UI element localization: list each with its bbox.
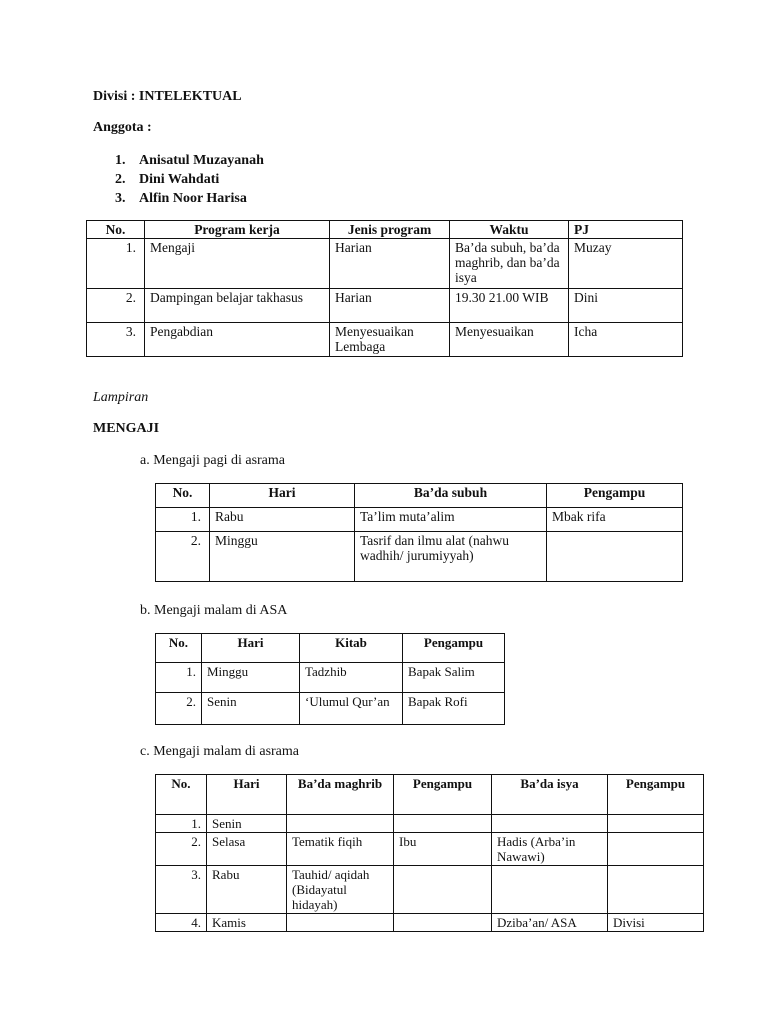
table-row (156, 508, 683, 532)
table-cell (492, 815, 608, 833)
table-cell (547, 532, 683, 582)
section-b-title: b. Mengaji malam di ASA (140, 603, 288, 618)
list-item: 3. Alfin Noor Harisa (115, 191, 247, 206)
table-cell: Icha (569, 323, 683, 357)
header-cell: Hari (207, 775, 287, 815)
table-cell: 2. (156, 532, 210, 582)
header-cell: No. (156, 634, 202, 663)
table-cell (608, 866, 704, 914)
table-cell: Tauhid/ aqidah (Bidayatul hidayah) (287, 866, 394, 914)
header-cell: Jenis program (330, 221, 450, 239)
anggota-label: Anggota : (93, 120, 152, 135)
table-cell: Dziba’an/ ASA (492, 914, 608, 932)
table-cell: Tadzhib (300, 663, 403, 693)
table-cell: 1. (156, 508, 210, 532)
table-cell: Minggu (202, 663, 300, 693)
table-cell: ‘Ulumul Qur’an (300, 693, 403, 725)
table-cell: 4. (156, 914, 207, 932)
table-row (156, 815, 704, 833)
section-a-title: a. Mengaji pagi di asrama (140, 453, 286, 468)
table-cell: Senin (202, 693, 300, 725)
table-cell: Dini (569, 289, 683, 323)
list-item: 1. Anisatul Muzayanah (115, 153, 264, 168)
header-cell: No. (87, 221, 145, 239)
table-cell (608, 815, 704, 833)
table-cell: 2. (87, 289, 145, 323)
table-row (156, 914, 704, 932)
table-cell: Divisi (608, 914, 704, 932)
section-c-title: c. Mengaji malam di asrama (140, 744, 299, 759)
mengaji-asrama-table (155, 774, 704, 932)
table-header-row (156, 484, 683, 508)
table-cell: Tasrif dan ilmu alat (nahwu wadhih/ jurumiyyah) (355, 532, 547, 582)
table-cell: 3. (156, 866, 207, 914)
table-cell: Minggu (210, 532, 355, 582)
table-cell (287, 815, 394, 833)
table-row (87, 289, 683, 323)
header-cell: Waktu (450, 221, 569, 239)
table-cell: Kamis (207, 914, 287, 932)
table-cell (492, 866, 608, 914)
table-cell: Bapak Salim (403, 663, 505, 693)
list-item: 2. Dini Wahdati (115, 172, 220, 187)
header-cell: Pengampu (403, 634, 505, 663)
table-cell: Hadis (Arba’in Nawawi) (492, 833, 608, 866)
table-cell: 19.30 21.00 WIB (450, 289, 569, 323)
table-cell: Harian (330, 289, 450, 323)
table-cell: Harian (330, 239, 450, 289)
header-cell: Hari (202, 634, 300, 663)
table-cell: 2. (156, 693, 202, 725)
table-cell: Mbak rifa (547, 508, 683, 532)
table-cell: Ibu (394, 833, 492, 866)
table-cell: Dampingan belajar takhasus (145, 289, 330, 323)
table-cell: Pengabdian (145, 323, 330, 357)
header-cell: Pengampu (394, 775, 492, 815)
mengaji-pagi-table (155, 483, 683, 582)
header-cell: PJ (569, 221, 683, 239)
header-cell: Pengampu (608, 775, 704, 815)
table-cell: Senin (207, 815, 287, 833)
table-cell (394, 914, 492, 932)
mengaji-heading: MENGAJI (93, 421, 160, 436)
lampiran-label: Lampiran (93, 390, 149, 405)
header-cell: No. (156, 775, 207, 815)
table-cell: Menyesuaikan Lembaga (330, 323, 450, 357)
table-cell: Rabu (210, 508, 355, 532)
table-cell: 1. (156, 815, 207, 833)
table-cell: 1. (156, 663, 202, 693)
table-cell: Ba’da subuh, ba’da maghrib, dan ba’da isya (450, 239, 569, 289)
header-cell: Ba’da maghrib (287, 775, 394, 815)
member-name: Alfin Noor Harisa (139, 191, 247, 206)
table-cell: Bapak Rofi (403, 693, 505, 725)
table-cell: 1. (87, 239, 145, 289)
header-cell: Program kerja (145, 221, 330, 239)
table-cell (287, 914, 394, 932)
table-cell: Ta’lim muta’alim (355, 508, 547, 532)
table-row (156, 663, 505, 693)
header-cell: Ba’da isya (492, 775, 608, 815)
table-header-row (156, 634, 505, 663)
table-cell: Muzay (569, 239, 683, 289)
table-cell: Mengaji (145, 239, 330, 289)
header-cell: Hari (210, 484, 355, 508)
header-cell: Pengampu (547, 484, 683, 508)
header-cell: Ba’da subuh (355, 484, 547, 508)
table-row (87, 239, 683, 289)
member-list (115, 151, 264, 208)
table-cell: Selasa (207, 833, 287, 866)
table-row (156, 866, 704, 914)
table-header-row (87, 221, 683, 239)
mengaji-asa-table (155, 633, 505, 725)
table-cell (608, 833, 704, 866)
table-header-row (156, 775, 704, 815)
member-name: Dini Wahdati (139, 172, 220, 187)
member-name: Anisatul Muzayanah (139, 153, 264, 168)
table-row (156, 532, 683, 582)
table-cell: 3. (87, 323, 145, 357)
header-cell: Kitab (300, 634, 403, 663)
table-row (87, 323, 683, 357)
program-table (86, 220, 683, 357)
table-cell (394, 815, 492, 833)
table-cell: 2. (156, 833, 207, 866)
table-row (156, 693, 505, 725)
header-cell: No. (156, 484, 210, 508)
table-row (156, 833, 704, 866)
divisi-heading: Divisi : INTELEKTUAL (93, 89, 242, 104)
table-cell (394, 866, 492, 914)
table-cell: Menyesuaikan (450, 323, 569, 357)
table-cell: Tematik fiqih (287, 833, 394, 866)
table-cell: Rabu (207, 866, 287, 914)
